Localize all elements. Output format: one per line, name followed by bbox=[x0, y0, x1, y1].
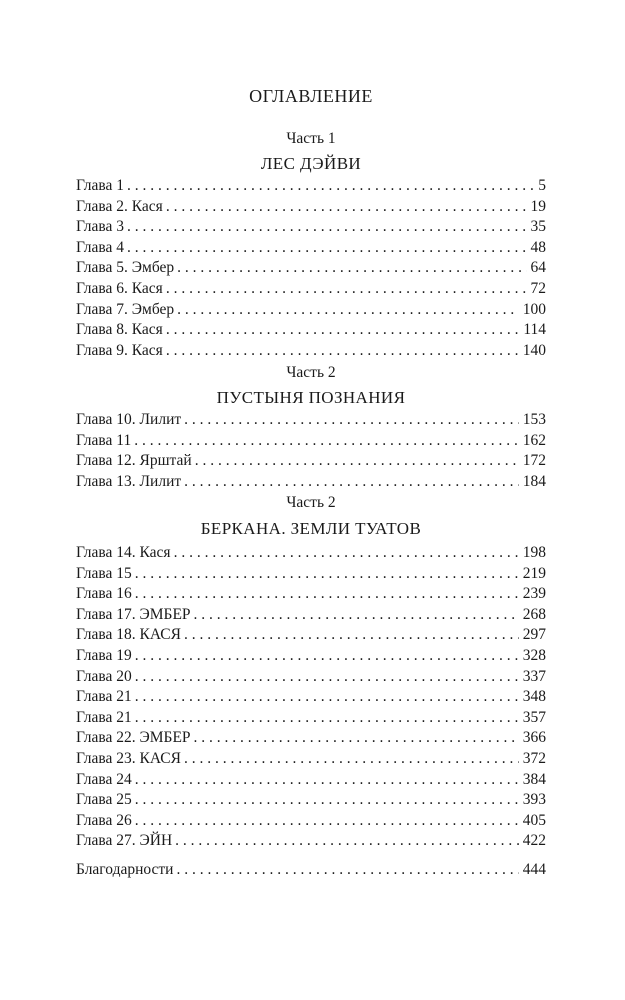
dot-leader bbox=[135, 687, 519, 708]
chapter-page-number: 140 bbox=[522, 341, 546, 359]
toc-entry[interactable] bbox=[76, 431, 546, 452]
toc-entry[interactable] bbox=[76, 625, 546, 646]
dot-leader bbox=[184, 625, 519, 646]
dot-leader bbox=[135, 811, 519, 832]
dot-leader bbox=[194, 605, 519, 626]
chapter-page-number: 384 bbox=[522, 770, 546, 788]
chapter-title: Глава 8. Кася bbox=[76, 321, 163, 339]
chapter-page-number: 19 bbox=[530, 197, 546, 215]
part-3-name: БЕРКАНА. ЗЕМЛИ ТУАТОВ bbox=[200, 519, 422, 538]
chapter-page-number: 366 bbox=[522, 729, 546, 747]
chapter-page-number: 64 bbox=[530, 259, 546, 277]
toc-entry[interactable] bbox=[76, 790, 546, 811]
chapter-page-number: 114 bbox=[523, 321, 546, 339]
dot-leader bbox=[166, 197, 527, 218]
toc-entry[interactable] bbox=[76, 341, 546, 362]
toc-entry[interactable] bbox=[76, 564, 546, 585]
chapter-title: Глава 1 bbox=[76, 177, 125, 194]
toc-entry[interactable] bbox=[76, 708, 546, 729]
dot-leader bbox=[135, 667, 519, 688]
part-1-name: ЛЕС ДЭЙВИ bbox=[260, 154, 362, 173]
chapter-page-number: 184 bbox=[522, 472, 546, 490]
chapter-title: Глава 4 bbox=[76, 238, 125, 256]
toc-entry[interactable] bbox=[76, 197, 546, 218]
toc-entry[interactable] bbox=[76, 217, 546, 238]
chapter-page-number: 100 bbox=[522, 300, 546, 318]
part-3-entries bbox=[76, 543, 546, 852]
chapter-page-number: 348 bbox=[522, 688, 546, 706]
toc-entry[interactable] bbox=[76, 451, 546, 472]
toc-entry[interactable] bbox=[76, 279, 546, 300]
dot-leader bbox=[174, 543, 519, 564]
dot-leader bbox=[176, 860, 518, 881]
chapter-page-number: 268 bbox=[522, 605, 546, 623]
part-2-name: ПУСТЫНЯ ПОЗНАНИЯ bbox=[216, 388, 406, 407]
dot-leader bbox=[184, 749, 519, 770]
part-1-entries bbox=[76, 176, 546, 361]
acknowledgements-entry[interactable] bbox=[76, 860, 546, 881]
acknowledgements-title: Благодарности bbox=[76, 861, 174, 878]
toc-entry[interactable] bbox=[76, 770, 546, 791]
toc-entry[interactable] bbox=[76, 646, 546, 667]
chapter-title: Глава 12. Ярштай bbox=[76, 452, 192, 470]
chapter-title: Глава 26 bbox=[76, 811, 132, 829]
dot-leader bbox=[166, 279, 527, 300]
part-1-label: Часть 1 bbox=[286, 130, 336, 147]
chapter-title: Глава 6. Кася bbox=[76, 279, 163, 297]
part-2-entries bbox=[76, 410, 546, 492]
chapter-title: Глава 10. Лилит bbox=[76, 411, 182, 428]
dot-leader bbox=[166, 320, 520, 341]
dot-leader bbox=[177, 300, 519, 321]
dot-leader bbox=[135, 584, 519, 605]
chapter-title: Глава 24 bbox=[76, 770, 132, 788]
dot-leader bbox=[177, 258, 526, 279]
chapter-title: Глава 21 bbox=[76, 708, 132, 726]
chapter-page-number: 162 bbox=[522, 431, 546, 449]
toc-entry[interactable] bbox=[76, 687, 546, 708]
chapter-title: Глава 18. КАСЯ bbox=[76, 626, 181, 644]
chapter-page-number: 72 bbox=[530, 279, 546, 297]
dot-leader bbox=[134, 431, 519, 452]
toc-entry[interactable] bbox=[76, 605, 546, 626]
dot-leader bbox=[135, 564, 519, 585]
dot-leader bbox=[175, 831, 519, 852]
chapter-title: Глава 16 bbox=[76, 585, 132, 603]
dot-leader bbox=[184, 472, 519, 493]
toc-entry[interactable] bbox=[76, 543, 546, 564]
chapter-title: Глава 23. КАСЯ bbox=[76, 749, 181, 767]
dot-leader bbox=[195, 451, 519, 472]
acknowledgements-page: 444 bbox=[522, 861, 546, 878]
toc-entry[interactable] bbox=[76, 811, 546, 832]
chapter-title: Глава 17. ЭМБЕР bbox=[76, 605, 191, 623]
part-3-label: Часть 2 bbox=[286, 494, 336, 511]
chapter-page-number: 239 bbox=[522, 585, 546, 603]
chapter-title: Глава 5. Эмбер bbox=[76, 259, 175, 277]
toc-entry[interactable] bbox=[76, 728, 546, 749]
dot-leader bbox=[135, 708, 519, 729]
chapter-title: Глава 22. ЭМБЕР bbox=[76, 729, 191, 747]
chapter-page-number: 372 bbox=[522, 749, 546, 767]
dot-leader bbox=[135, 770, 519, 791]
dot-leader bbox=[166, 341, 519, 362]
chapter-title: Глава 19 bbox=[76, 646, 132, 664]
chapter-page-number: 328 bbox=[522, 646, 546, 664]
chapter-page-number: 393 bbox=[522, 791, 546, 809]
chapter-title: Глава 21 bbox=[76, 688, 132, 706]
part-2-label: Часть 2 bbox=[286, 364, 336, 381]
toc-entry[interactable] bbox=[76, 831, 546, 852]
chapter-title: Глава 25 bbox=[76, 791, 132, 809]
chapter-page-number: 35 bbox=[530, 218, 546, 236]
chapter-title: Глава 15 bbox=[76, 564, 132, 582]
chapter-title: Глава 11 bbox=[76, 431, 132, 449]
toc-entry[interactable] bbox=[76, 258, 546, 279]
toc-entry[interactable] bbox=[76, 584, 546, 605]
chapter-title: Глава 14. Кася bbox=[76, 544, 171, 561]
toc-entry[interactable] bbox=[76, 238, 546, 259]
dot-leader bbox=[127, 238, 526, 259]
toc-entry[interactable] bbox=[76, 749, 546, 770]
chapter-page-number: 405 bbox=[522, 811, 546, 829]
chapter-title: Глава 3 bbox=[76, 218, 125, 236]
chapter-title: Глава 7. Эмбер bbox=[76, 300, 175, 318]
toc-entry[interactable] bbox=[76, 667, 546, 688]
dot-leader bbox=[127, 217, 526, 238]
toc-entry[interactable] bbox=[76, 472, 546, 493]
toc-entry[interactable] bbox=[76, 300, 546, 321]
dot-leader bbox=[184, 410, 519, 431]
chapter-page-number: 198 bbox=[522, 544, 546, 561]
chapter-title: Глава 27. ЭЙН bbox=[76, 832, 173, 850]
chapter-title: Глава 9. Кася bbox=[76, 341, 163, 359]
chapter-page-number: 219 bbox=[522, 564, 546, 582]
chapter-title: Глава 20 bbox=[76, 667, 132, 685]
toc-entry[interactable] bbox=[76, 410, 546, 431]
chapter-title: Глава 13. Лилит bbox=[76, 472, 182, 490]
dot-leader bbox=[127, 176, 534, 197]
chapter-page-number: 5 bbox=[538, 177, 546, 194]
toc-title: ОГЛАВЛЕНИЕ bbox=[249, 86, 373, 106]
chapter-title: Глава 2. Кася bbox=[76, 197, 163, 215]
dot-leader bbox=[194, 728, 519, 749]
chapter-page-number: 337 bbox=[522, 667, 546, 685]
chapter-page-number: 357 bbox=[522, 708, 546, 726]
chapter-page-number: 48 bbox=[530, 238, 546, 256]
toc-entry[interactable] bbox=[76, 320, 546, 341]
chapter-page-number: 297 bbox=[522, 626, 546, 644]
dot-leader bbox=[135, 790, 519, 811]
chapter-page-number: 172 bbox=[522, 452, 546, 470]
chapter-page-number: 422 bbox=[522, 832, 546, 850]
toc-entry[interactable] bbox=[76, 176, 546, 197]
chapter-page-number: 153 bbox=[522, 411, 546, 428]
dot-leader bbox=[135, 646, 519, 667]
